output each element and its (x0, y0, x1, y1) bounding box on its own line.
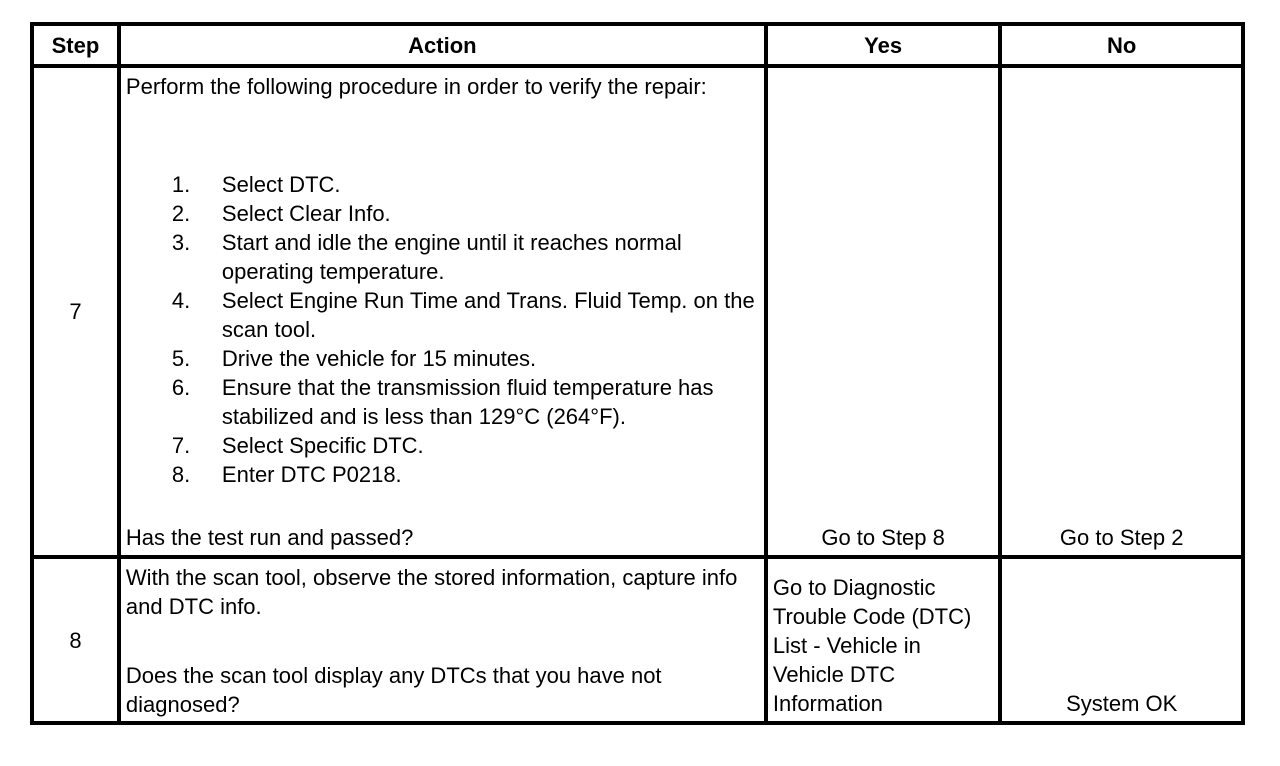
procedure-step-text: Ensure that the transmission fluid temperature has stabilized and is less than 129°C (264°F). (221, 375, 714, 429)
procedure-step-number: 2. (171, 201, 191, 226)
procedure-step-number: 1. (171, 172, 191, 197)
procedure-step (126, 170, 756, 199)
action-cell (119, 66, 766, 557)
procedure-step-number: 3. (171, 230, 191, 255)
procedure-step-number: 8. (171, 462, 191, 487)
step-instruction: With the scan tool, observe the stored information, capture info and DTC info. (125, 565, 738, 619)
yes-result: Go to Step 8 (821, 525, 945, 550)
no-result: System OK (1066, 691, 1178, 716)
procedure-step-text: Drive the vehicle for 15 minutes. (221, 346, 537, 371)
procedure-step-text: Select Specific DTC. (221, 433, 424, 458)
procedure-list (126, 170, 756, 489)
header-action: Action (119, 24, 766, 66)
procedure-step (126, 460, 756, 489)
yes-cell (766, 66, 1001, 557)
procedure-intro: Perform the following procedure in order to verify the repair: (125, 74, 707, 99)
no-cell (1000, 66, 1243, 557)
yes-cell (766, 557, 1001, 723)
procedure-step (126, 199, 756, 228)
procedure-step (126, 431, 756, 460)
procedure-step-text: Select Engine Run Time and Trans. Fluid Temp. on the scan tool. (221, 288, 755, 342)
action-cell (119, 557, 766, 723)
procedure-step (126, 344, 756, 373)
procedure-step-number: 4. (171, 288, 191, 313)
table-row (32, 557, 1243, 723)
diagnostic-table (30, 22, 1245, 725)
procedure-step (126, 228, 756, 286)
table-row (32, 66, 1243, 557)
procedure-step (126, 373, 756, 431)
step-number: 8 (32, 557, 119, 723)
step-question: Does the scan tool display any DTCs that you have not diagnosed? (125, 663, 662, 717)
procedure-step-number: 6. (171, 375, 191, 400)
header-row (32, 24, 1243, 66)
step-question: Has the test run and passed? (125, 525, 414, 550)
procedure-step-number: 5. (171, 346, 191, 371)
procedure-step-text: Select Clear Info. (221, 201, 391, 226)
header-step: Step (32, 24, 119, 66)
header-yes: Yes (766, 24, 1001, 66)
step-number: 7 (32, 66, 119, 557)
yes-result: Go to Diagnostic Trouble Code (DTC) List - Vehicle in Vehicle DTC Information (772, 575, 972, 716)
header-no: No (1000, 24, 1243, 66)
no-cell (1000, 557, 1243, 723)
procedure-step-text: Select DTC. (221, 172, 341, 197)
procedure-step-text: Start and idle the engine until it reaches normal operating temperature. (221, 230, 682, 284)
procedure-step-text: Enter DTC P0218. (221, 462, 402, 487)
procedure-step (126, 286, 756, 344)
no-result: Go to Step 2 (1059, 525, 1184, 550)
procedure-step-number: 7. (171, 433, 191, 458)
